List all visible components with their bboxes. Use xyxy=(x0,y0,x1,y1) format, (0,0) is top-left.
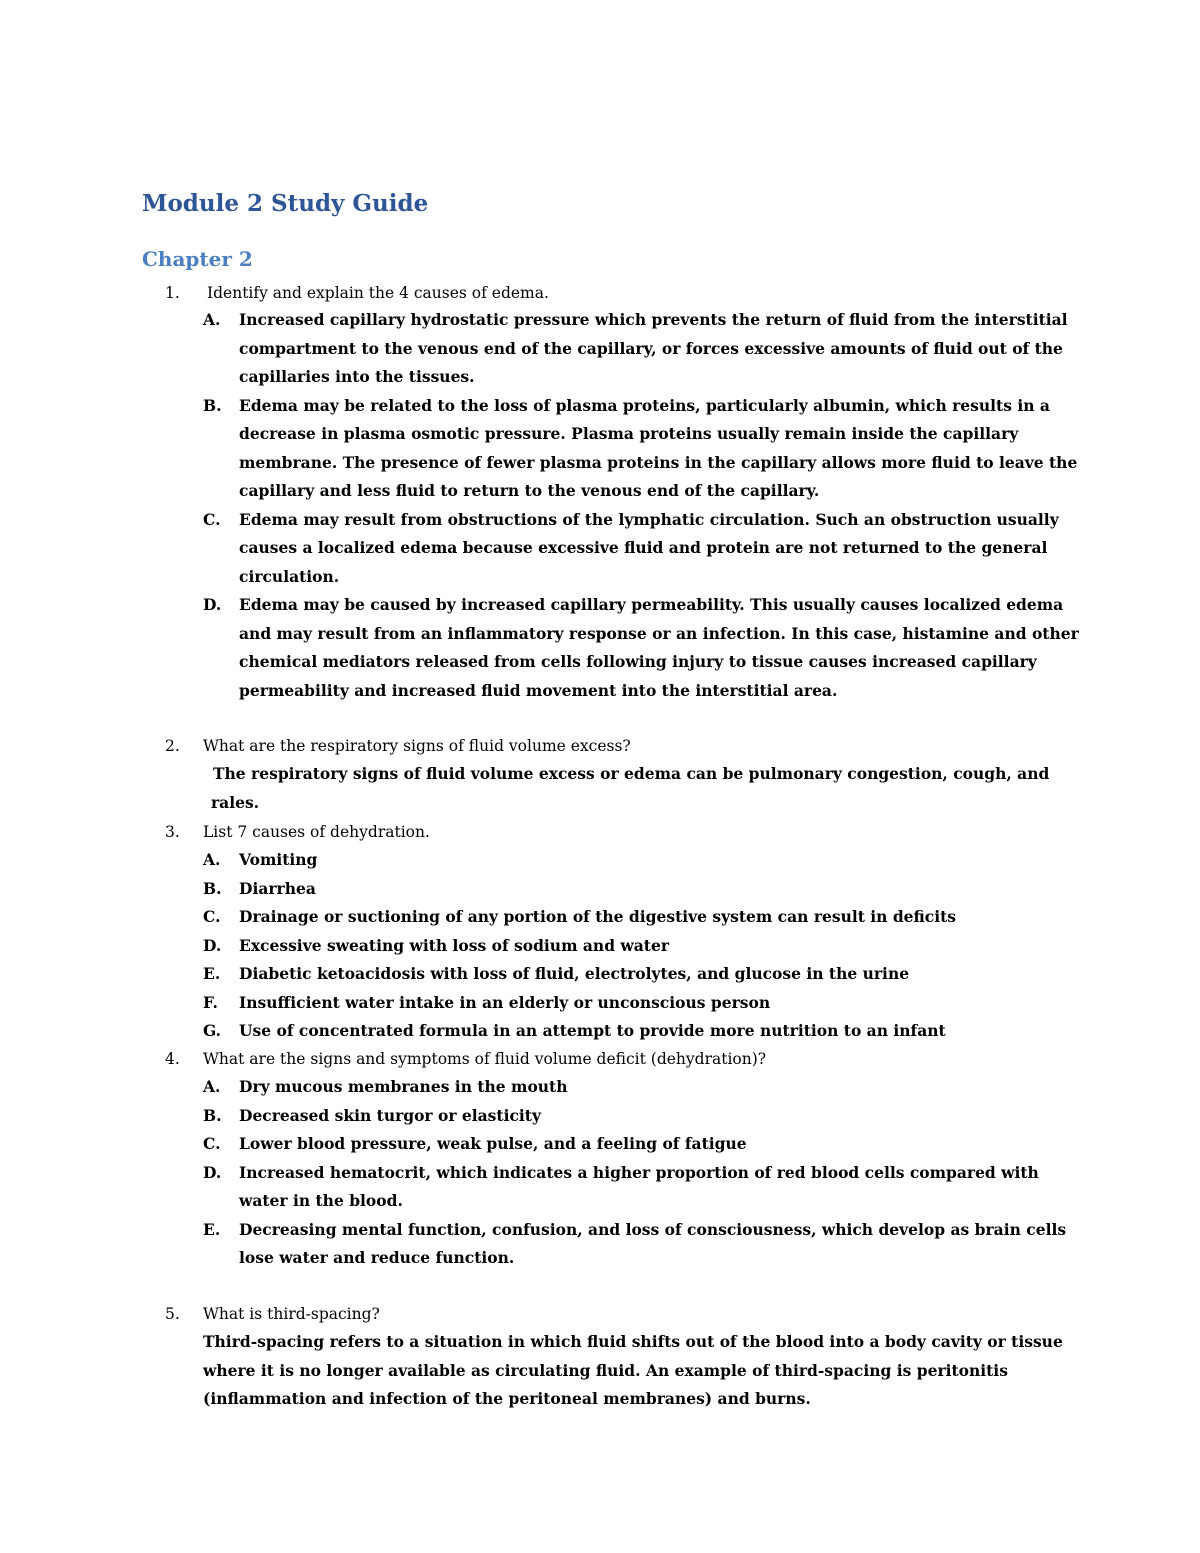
item-letter: B. xyxy=(203,395,222,415)
question-2 xyxy=(165,732,631,760)
item-letter: G. xyxy=(203,1021,222,1040)
list-item xyxy=(203,875,1083,904)
list-item xyxy=(203,392,1083,506)
item-letter: B. xyxy=(203,878,222,898)
item-letter: D. xyxy=(203,935,222,955)
list-item xyxy=(203,903,1083,932)
list-item xyxy=(203,506,1083,592)
list-item xyxy=(203,846,1083,875)
question-2-answer: The respiratory signs of fluid volume excess or edema can be pulmonary congestion, cough, and rales. xyxy=(211,764,1050,812)
item-text: Increased hematocrit, which indicates a higher proportion of red blood cells compared with water in the blood. xyxy=(239,1162,1039,1210)
question-number: 3. xyxy=(165,823,180,841)
chapter-heading: Chapter 2 xyxy=(142,247,253,271)
item-letter: E. xyxy=(203,1219,221,1239)
item-letter: C. xyxy=(203,509,221,529)
list-item xyxy=(203,1159,1083,1216)
question-text: List 7 causes of dehydration. xyxy=(203,823,430,841)
item-text: Dry mucous membranes in the mouth xyxy=(239,1077,568,1096)
question-number: 4. xyxy=(165,1050,180,1068)
question-1-answers xyxy=(203,306,1083,705)
question-5 xyxy=(165,1300,380,1328)
item-text: Diabetic ketoacidosis with loss of fluid, electrolytes, and glucose in the urine xyxy=(239,964,910,983)
item-letter: D. xyxy=(203,595,222,614)
item-text: Edema may result from obstructions of the lymphatic circulation. Such an obstruction usually causes a localized edema because excessive fluid and protein are not returned to the general circulation. xyxy=(239,509,1059,586)
question-4 xyxy=(165,1045,766,1073)
list-item xyxy=(203,1130,1083,1159)
item-letter: F. xyxy=(203,992,218,1012)
question-number: 5. xyxy=(165,1305,180,1323)
question-number: 1. xyxy=(165,284,180,302)
list-item xyxy=(203,960,1083,989)
item-text: Insufficient water intake in an elderly or unconscious person xyxy=(239,992,771,1012)
item-text: Diarrhea xyxy=(239,878,316,898)
question-text: What are the respiratory signs of fluid volume excess? xyxy=(203,737,631,755)
list-item xyxy=(203,1102,1083,1131)
list-item xyxy=(203,1216,1083,1273)
item-letter: C. xyxy=(203,907,221,926)
item-letter: C. xyxy=(203,1134,221,1153)
item-text: Vomiting xyxy=(239,850,318,869)
question-number: 2. xyxy=(165,737,180,755)
item-letter: A. xyxy=(203,850,221,869)
item-letter: A. xyxy=(203,1077,221,1096)
list-item xyxy=(203,1017,1083,1046)
item-letter: B. xyxy=(203,1105,222,1125)
item-text: Excessive sweating with loss of sodium and water xyxy=(239,935,669,955)
question-text: What are the signs and symptoms of fluid volume deficit (dehydration)? xyxy=(203,1050,767,1068)
item-letter: E. xyxy=(203,964,221,983)
question-text: Identify and explain the 4 causes of edema. xyxy=(207,284,549,302)
document-title: Module 2 Study Guide xyxy=(142,190,429,217)
item-text: Edema may be caused by increased capillary permeability. This usually causes localized edema and may result from an inflammatory response or an infection. In this case, histamine and other chemical mediators released from cells following injury to tissue causes increased capillary permeability and increased fluid movement into the interstitial area. xyxy=(239,595,1079,700)
list-item xyxy=(203,1073,1083,1102)
question-1 xyxy=(165,279,549,307)
question-3-answers xyxy=(203,846,1083,1046)
item-text: Edema may be related to the loss of plasma proteins, particularly albumin, which results in a decrease in plasma osmotic pressure. Plasma proteins usually remain inside the capillary membrane. The presence of fewer plasma proteins in the capillary allows more fluid to leave the capillary and less fluid to return to the venous end of the capillary. xyxy=(239,395,1078,500)
item-text: Decreased skin turgor or elasticity xyxy=(239,1105,541,1125)
item-text: Drainage or suctioning of any portion of the digestive system can result in deficits xyxy=(239,907,957,926)
list-item xyxy=(203,306,1083,392)
question-5-answer: Third-spacing refers to a situation in which fluid shifts out of the blood into a body cavity or tissue where it is no longer available as circulating fluid. An example of third-spacing is peritonitis (inflammation and infection of the peritoneal membranes) and burns. xyxy=(203,1332,1063,1408)
item-text: Use of concentrated formula in an attempt to provide more nutrition to an infant xyxy=(239,1021,946,1040)
list-item xyxy=(203,932,1083,961)
item-text: Decreasing mental function, confusion, and loss of consciousness, which develop as brain cells lose water and reduce function. xyxy=(239,1219,1067,1267)
item-text: Lower blood pressure, weak pulse, and a feeling of fatigue xyxy=(239,1134,747,1153)
question-3 xyxy=(165,818,430,846)
item-text: Increased capillary hydrostatic pressure which prevents the return of fluid from the interstitial compartment to the venous end of the capillary, or forces excessive amounts of fluid out of the capillaries into the tissues. xyxy=(239,310,1068,386)
list-item xyxy=(203,989,1083,1018)
item-letter: A. xyxy=(203,310,221,329)
list-item xyxy=(203,591,1083,705)
item-letter: D. xyxy=(203,1162,222,1182)
question-text: What is third-spacing? xyxy=(203,1305,380,1323)
question-4-answers xyxy=(203,1073,1083,1273)
